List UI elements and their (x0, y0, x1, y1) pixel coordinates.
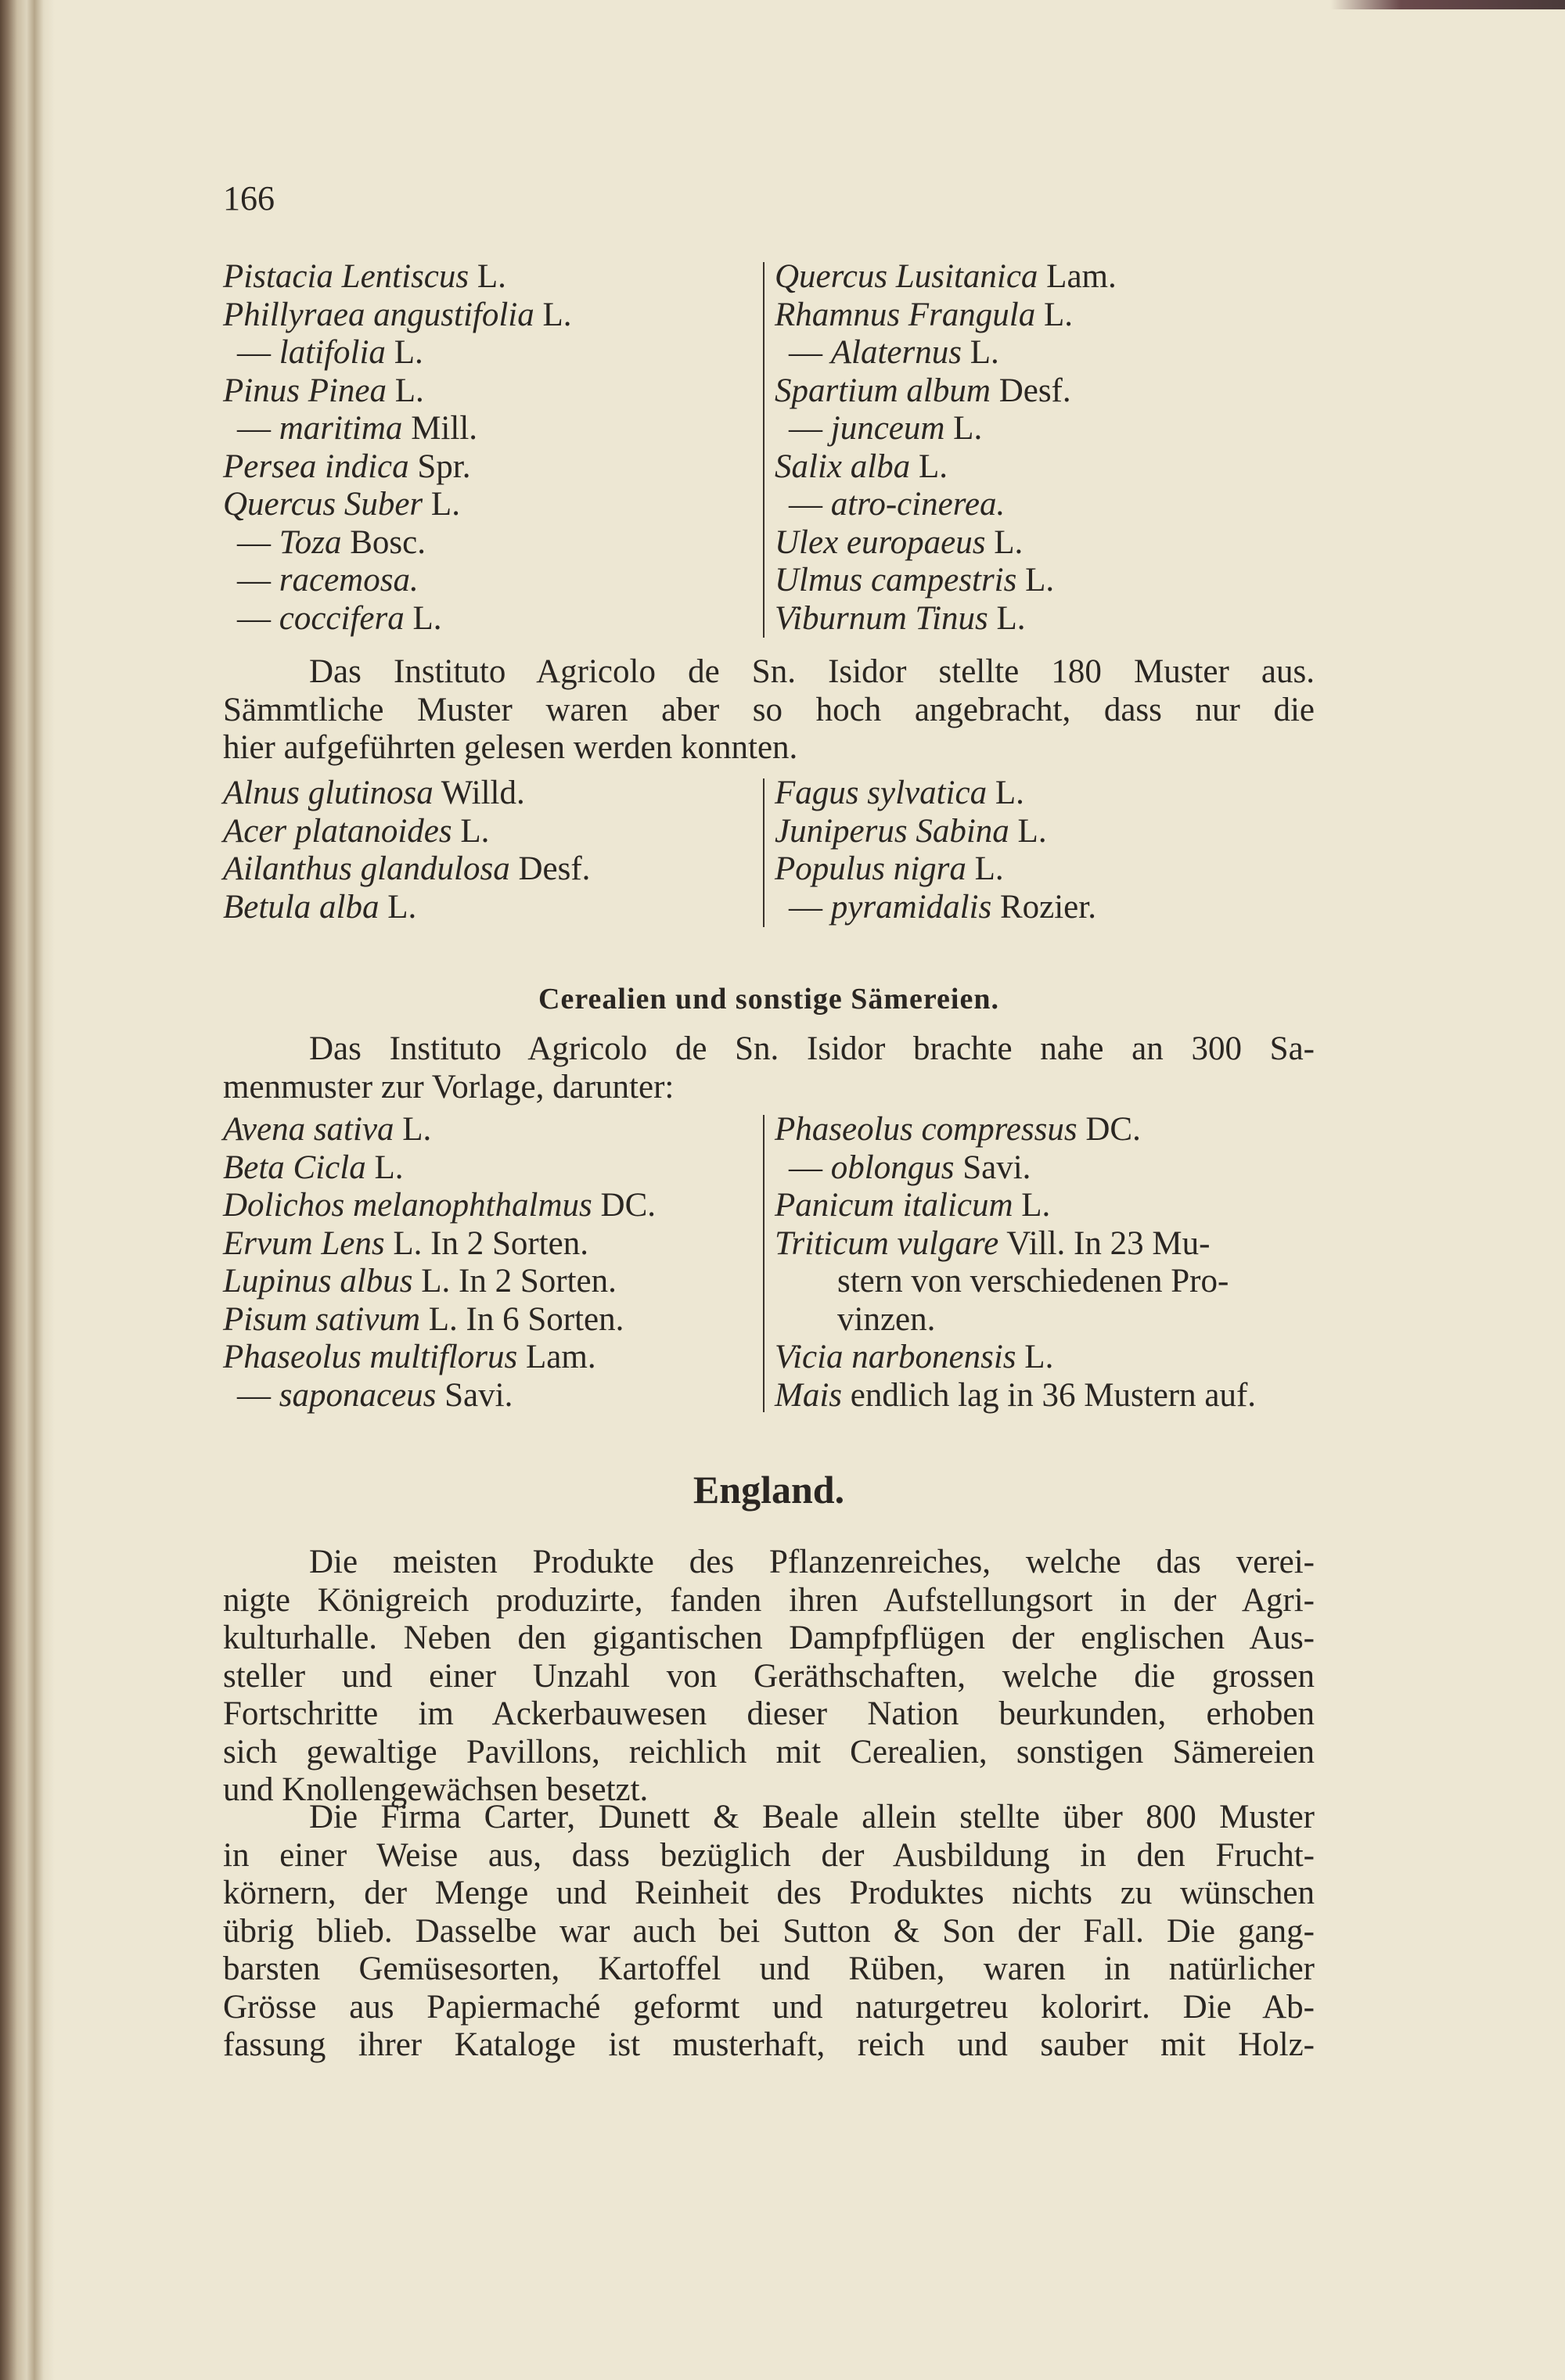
list-item (775, 850, 1096, 889)
species-authority: L. (944, 410, 983, 447)
list-item (223, 1263, 656, 1301)
species-authority: L. (910, 448, 948, 485)
species-authority: L. (452, 812, 490, 850)
list-item (223, 600, 572, 638)
text-line: Sämmtliche Muster waren aber so hoch angebracht, dass nur die (223, 691, 1315, 728)
list-item (223, 850, 590, 889)
list-item (223, 372, 572, 411)
species-list-2-right (775, 775, 1096, 926)
text-line: fassung ihrer Kataloge ist musterhaft, reich und sauber mit Holz- (223, 2026, 1315, 2063)
list-item (775, 297, 1117, 335)
species-authority: L. In 2 Sorten. (412, 1263, 617, 1300)
species-authority: L. (404, 599, 442, 637)
species-name: Ervum Lens (223, 1224, 385, 1262)
paragraph-england-intro (223, 1544, 1315, 1810)
species-authority: Savi. (436, 1376, 513, 1414)
list-item (775, 1377, 1256, 1415)
species-name: Avena sativa (223, 1111, 394, 1148)
list-item (223, 524, 572, 563)
list-item (775, 775, 1096, 813)
species-name: Pinus Pinea (223, 372, 387, 409)
list-item (223, 1377, 656, 1415)
list-item (223, 486, 572, 524)
species-authority: Willd. (433, 775, 525, 811)
text-line: menmuster zur Vorlage, darunter: (223, 1068, 675, 1106)
list-item (223, 775, 590, 813)
species-authority: L. (387, 372, 424, 409)
text-line: und Knollengewächsen besetzt. (223, 1771, 649, 1808)
list-item (223, 562, 572, 600)
species-name: Acer platanoides (223, 812, 452, 850)
ditto-dash: — (789, 486, 831, 523)
species-name: latifolia (279, 334, 386, 371)
species-authority: L. (1035, 296, 1074, 333)
species-name: Dolichos melanophthalmus (223, 1187, 592, 1224)
ditto-dash: — (237, 334, 279, 371)
text-line: in einer Weise aus, dass bezüglich der Ausbildung in den Frucht- (223, 1836, 1315, 1874)
species-name: oblongus (830, 1149, 955, 1186)
species-name: coccifera (279, 599, 405, 637)
list-item (223, 813, 590, 851)
list-item (223, 334, 572, 372)
species-name: Phaseolus multiflorus (223, 1339, 518, 1375)
text-line: barsten Gemüsesorten, Kartoffel und Rüben, waren in natürlicher (223, 1950, 1315, 1987)
page-number: 166 (223, 179, 275, 218)
list-item (775, 334, 1117, 372)
ditto-dash: — (237, 1376, 279, 1414)
ditto-dash: — (237, 410, 279, 447)
species-name: Pistacia Lentiscus (223, 258, 470, 295)
column-divider (763, 1115, 765, 1412)
species-authority: L. (966, 850, 1004, 887)
species-authority: DC. (1077, 1111, 1141, 1148)
species-name: Beta Cicla (223, 1149, 366, 1186)
text-line: steller und einer Unzahl von Geräthschaften, welche die grossen (223, 1657, 1315, 1695)
species-name: Panicum italicum (775, 1187, 1013, 1224)
text-line: kulturhalle. Neben den gigantischen Dampfpflügen der englischen Aus- (223, 1620, 1315, 1656)
species-authority: Rozier. (991, 888, 1096, 926)
paragraph-instituto-seeds (223, 1030, 1315, 1106)
list-item (775, 1339, 1256, 1377)
species-name: Lupinus albus (223, 1263, 413, 1300)
species-authority: Vill. In 23 Mu- (998, 1224, 1211, 1262)
species-authority: Desf. (509, 850, 591, 887)
species-name: saponaceus (279, 1376, 437, 1414)
list-item (775, 372, 1117, 411)
section-heading-england: England. (693, 1468, 845, 1512)
species-name: Triticum vulgare (775, 1224, 999, 1262)
text-line: Die meisten Produkte des Pflanzenreiches, welche das verei- (309, 1544, 1315, 1580)
text-line: Das Instituto Agricolo de Sn. Isidor brachte nahe an 300 Sa- (309, 1030, 1315, 1067)
text-line: nigte Königreich produzirte, fanden ihren Aufstellungsort in der Agri- (223, 1581, 1315, 1619)
list-item (223, 1149, 656, 1188)
species-name: Spartium album (775, 372, 991, 409)
species-name: Phillyraea angustifolia (223, 296, 534, 333)
list-item (775, 1225, 1256, 1264)
text-line: Das Instituto Agricolo de Sn. Isidor stellte 180 Muster aus. (309, 653, 1315, 690)
text-line: übrig blieb. Dasselbe war auch bei Sutton & Son der Fall. Die gang- (223, 1912, 1315, 1950)
species-name: Pisum sativum (223, 1300, 421, 1338)
ditto-dash: — (789, 1149, 831, 1186)
species-authority: vinzen. (837, 1300, 936, 1338)
list-item (223, 1187, 656, 1225)
species-name: racemosa. (279, 562, 419, 599)
species-authority: L. (1009, 812, 1047, 850)
species-name: junceum (830, 410, 945, 447)
list-item (775, 813, 1096, 851)
species-authority: Spr. (408, 448, 471, 485)
species-authority: L. (1016, 562, 1055, 599)
species-authority: L. (423, 486, 460, 523)
list-item (775, 486, 1117, 524)
text-line: Fortschritte im Ackerbauwesen dieser Nation beurkunden, erhoben (223, 1695, 1315, 1732)
species-name: Ulex europaeus (775, 523, 986, 561)
column-divider (763, 778, 765, 927)
column-divider (763, 262, 765, 638)
seed-list-left (223, 1111, 656, 1415)
text-line: hier aufgeführten gelesen werden konnten. (223, 729, 798, 766)
list-item (775, 524, 1117, 563)
species-name: Betula alba (223, 888, 380, 926)
species-name: Ailanthus glandulosa (223, 850, 510, 887)
species-authority: L. (988, 599, 1026, 637)
species-authority: L. (385, 334, 423, 371)
species-authority: L. (1013, 1187, 1051, 1224)
list-item (223, 448, 572, 487)
species-name: Quercus Suber (223, 486, 423, 523)
list-item (775, 1263, 1256, 1301)
species-name: Alnus glutinosa (223, 775, 434, 811)
species-list-1-left (223, 258, 572, 638)
species-authority: L. (534, 296, 572, 333)
list-item (775, 410, 1117, 448)
ditto-dash: — (237, 599, 279, 637)
list-item (775, 600, 1117, 638)
species-authority: L. (394, 1111, 432, 1148)
species-authority: Lam. (1038, 258, 1117, 295)
species-authority: L. In 6 Sorten. (420, 1300, 624, 1338)
ditto-dash: — (237, 523, 279, 561)
list-item (223, 258, 572, 297)
species-name: Fagus sylvatica (775, 775, 988, 811)
species-name: maritima (279, 410, 403, 447)
list-item (223, 889, 590, 927)
species-authority: stern von verschiedenen Pro- (837, 1263, 1229, 1300)
page-top-edge (1330, 0, 1565, 9)
species-authority: L. In 2 Sorten. (384, 1224, 588, 1262)
species-name: Populus nigra (775, 850, 966, 887)
species-authority: Bosc. (341, 523, 426, 561)
paragraph-instituto-trees (223, 653, 1315, 768)
list-item (223, 1111, 656, 1149)
ditto-dash: — (237, 562, 279, 599)
species-list-2-left (223, 775, 590, 926)
seed-list-right (775, 1111, 1256, 1415)
list-item (223, 1225, 656, 1264)
species-name: Alaternus (830, 334, 962, 371)
species-name: Viburnum Tinus (775, 599, 988, 637)
species-authority: L. (961, 334, 999, 371)
paragraph-carter-dunett-beale (223, 1799, 1315, 2065)
species-name: Ulmus campestris (775, 562, 1017, 599)
list-item (223, 410, 572, 448)
species-name: Phaseolus compressus (775, 1111, 1078, 1148)
species-authority: Desf. (990, 372, 1071, 409)
ditto-dash: — (789, 334, 831, 371)
species-authority: L. (1016, 1339, 1054, 1375)
species-name: Salix alba (775, 448, 911, 485)
species-name: Mais (775, 1376, 842, 1414)
species-authority: L. (469, 258, 506, 295)
species-name: atro-cinerea. (830, 486, 1006, 523)
species-authority: endlich lag in 36 Mustern auf. (842, 1376, 1257, 1414)
list-item (775, 1301, 1256, 1339)
species-authority: Lam. (517, 1339, 596, 1375)
species-name: Rhamnus Frangula (775, 296, 1036, 333)
species-authority: Savi. (954, 1149, 1031, 1186)
species-authority: L. (985, 523, 1024, 561)
species-name: Juniperus Sabina (775, 812, 1009, 850)
species-name: pyramidalis (830, 888, 992, 926)
section-heading-cerealien: Cerealien und sonstige Sämereien. (538, 983, 999, 1016)
ditto-dash: — (789, 888, 831, 926)
list-item (775, 1187, 1256, 1225)
species-name: Vicia narbonensis (775, 1339, 1016, 1375)
species-authority: DC. (592, 1187, 657, 1224)
text-line: Grösse aus Papiermaché geformt und naturgetreu kolorirt. Die Ab- (223, 1988, 1315, 2026)
list-item (223, 297, 572, 335)
species-authority: L. (987, 775, 1024, 811)
ditto-dash: — (789, 410, 831, 447)
list-item (775, 1149, 1256, 1188)
list-item (775, 889, 1096, 927)
text-line: sich gewaltige Pavillons, reichlich mit Cerealien, sonstigen Sämereien (223, 1733, 1315, 1771)
species-name: Quercus Lusitanica (775, 258, 1038, 295)
species-authority: L. (379, 888, 417, 926)
book-binding-edge (0, 0, 55, 2380)
species-authority: Mill. (402, 410, 478, 447)
text-line: Die Firma Carter, Dunett & Beale allein stellte über 800 Muster (309, 1799, 1315, 1835)
species-name: Persea indica (223, 448, 409, 485)
species-name: Toza (279, 523, 342, 561)
list-item (775, 1111, 1256, 1149)
list-item (775, 258, 1117, 297)
text-line: körnern, der Menge und Reinheit des Produktes nichts zu wünschen (223, 1875, 1315, 1911)
list-item (223, 1301, 656, 1339)
species-authority: L. (365, 1149, 404, 1186)
list-item (775, 562, 1117, 600)
list-item (775, 448, 1117, 487)
species-list-1-right (775, 258, 1117, 638)
list-item (223, 1339, 656, 1377)
